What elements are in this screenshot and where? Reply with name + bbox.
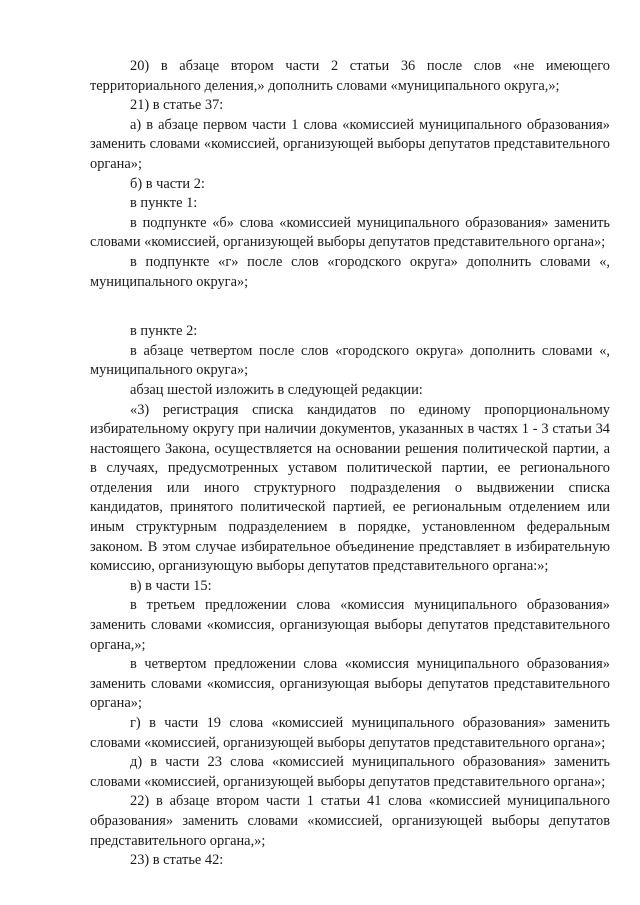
paragraph-fourth-sentence: в четвертом предложении слова «комиссия муниципального образования» заменить словами «комиссия, организующая выборы депутатов представительного органа»; xyxy=(90,656,610,712)
paragraph-gap xyxy=(90,292,610,322)
paragraph-item-1: в пункте 1: xyxy=(130,195,198,212)
paragraph-abzac-6: абзац шестой изложить в следующей редакции: xyxy=(130,381,423,398)
paragraph-21-g: г) в части 19 слова «комиссией муниципального образования» заменить словами «комиссией, организующей выборы депутатов представительного органа»; xyxy=(90,715,610,751)
paragraph-third-sentence: в третьем предложении слова «комиссия муниципального образования» заменить словами «комиссия, организующая выборы депутатов представительного органа,»; xyxy=(90,597,610,653)
paragraph-subitem-b: в подпункте «б» слова «комиссией муниципального образования» заменить словами «комиссией, организующей выборы депутатов представительного органа»; xyxy=(90,214,610,251)
paragraph-21-v: в) в части 15: xyxy=(130,577,212,594)
paragraph-quote-3: «3) регистрация списка кандидатов по единому пропорциональному избирательному округу при наличии документов, указанных в частях 1 - 3 статьи 34 настоящего Закона, осуществляется на основании решения политической партии, а в случаях, предусмотренных уставом политической партии, ее регионального отделения или иного структурного подразделения о выдвижении списка кандидатов, принятого политической партией, ее региональным отделением или иным структурным подразделением в порядке, установленном федеральным законом. В этом случае избирательное объединение представляет в избирательную комиссию, организующую выборы депутатов представительного органа:»; xyxy=(90,401,610,575)
paragraph-21-b: б) в части 2: xyxy=(130,175,205,192)
paragraph-21: 21) в статье 37: xyxy=(130,97,224,114)
paragraph-subitem-g: в подпункте «г» после слов «городского округа» дополнить словами «, муниципального округа»; xyxy=(90,253,610,290)
document-body xyxy=(90,57,610,871)
paragraph-21-d: д) в части 23 слова «комиссией муниципального образования» заменить словами «комиссией, организующей выборы депутатов представительного органа»; xyxy=(90,754,610,790)
paragraph-item-2: в пункте 2: xyxy=(130,323,198,340)
paragraph-20: 20) в абзаце втором части 2 статьи 36 после слов «не имеющего территориального деления,» дополнить словами «муниципального округа,»; xyxy=(90,58,610,94)
paragraph-21-a: а) в абзаце первом части 1 слова «комиссией муниципального образования» заменить словами «комиссией, организующей выборы депутатов представительного органа»; xyxy=(90,116,610,172)
paragraph-23: 23) в статье 42: xyxy=(130,852,224,869)
paragraph-abzac-4: в абзаце четвертом после слов «городского округа» дополнить словами «, муниципального округа»; xyxy=(90,342,610,379)
paragraph-22: 22) в абзаце втором части 1 статьи 41 слова «комиссией муниципального образования» заменить словами «комиссией, организующей выборы депутатов представительного органа,»; xyxy=(90,793,610,849)
